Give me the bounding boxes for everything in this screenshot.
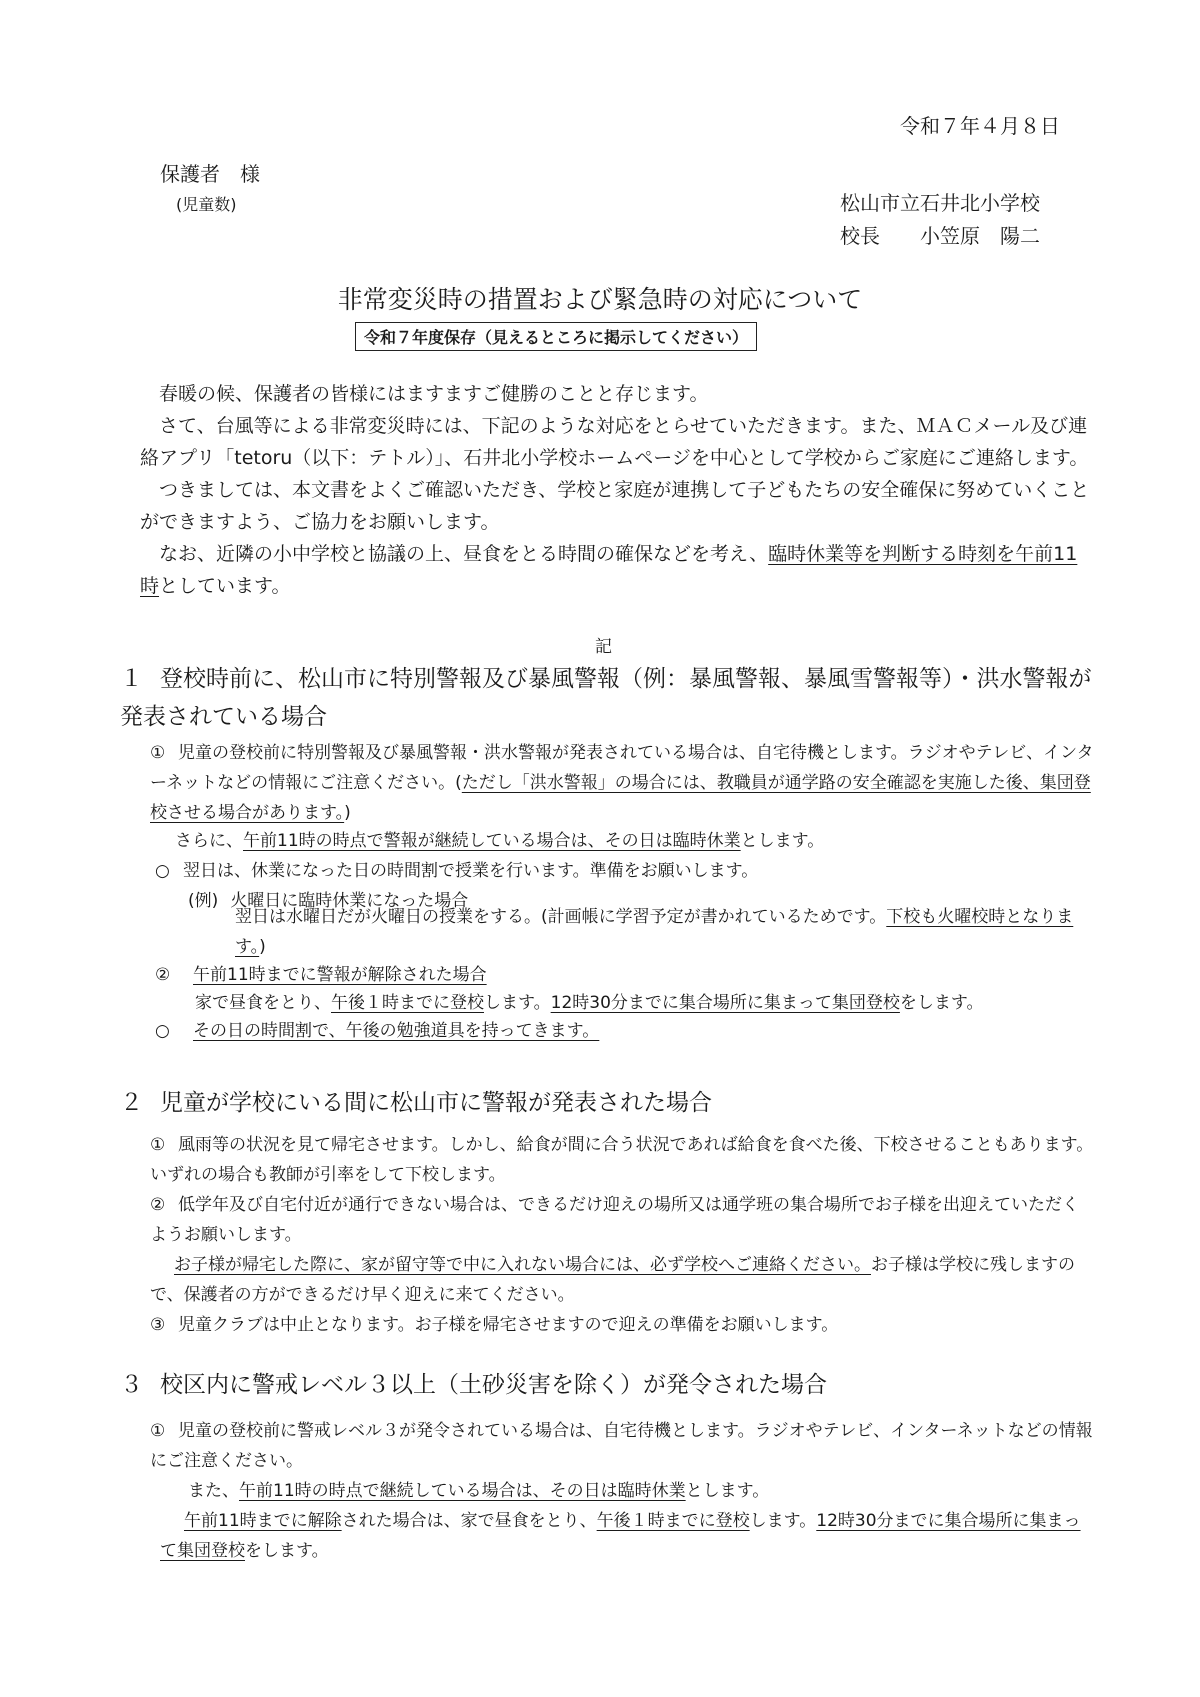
s1-item2-text: 午前11時までに警報が解除された場合 — [193, 965, 487, 985]
section-1-example-detail — [235, 902, 1093, 962]
intro-paragraph-3: つきましては、本文書をよくご確認いただき、学校と家庭が連携して子どもたちの安全確保に努めていくことができますよう、ご協力をお願いします。 — [140, 479, 1090, 533]
s2-item2-underline: お子様が帰宅した際に、家が留守等で中に入れない場合には、必ず学校へご連絡ください。 — [174, 1255, 871, 1275]
section-2-heading-text: 児童が学校にいる間に松山市に警報が発表された場合 — [160, 1090, 712, 1116]
intro — [140, 378, 1090, 602]
circle-marker: ○ — [155, 861, 170, 881]
s1-item1-text: 児童の登校前に特別警報及び暴風警報・洪水警報が発表されている場合は、自宅待機とします。ラジオやテレビ、インターネットなどの情報にご注意ください。( — [150, 743, 1094, 793]
s3-line3-ul1: 午前11時までに解除 — [184, 1511, 342, 1531]
section-3-heading — [120, 1366, 1100, 1404]
recipient-note: (児童数) — [176, 195, 237, 214]
s3-line2-pre: また、 — [188, 1481, 239, 1501]
s3-line3-c: をします。 — [245, 1541, 329, 1561]
s1-item2-detail-e: をします。 — [899, 993, 984, 1013]
item-marker: ② — [155, 965, 171, 985]
section-3-line-2 — [188, 1476, 769, 1506]
s2-item3-text: 児童クラブは中止となります。お子様を帰宅させますので迎えの準備をお願いします。 — [178, 1315, 839, 1335]
s3-line3-ul2: 午後１時までに登校 — [596, 1511, 750, 1531]
s1-d-post: とします。 — [740, 831, 825, 851]
s2-item1-text: 風雨等の状況を見て帰宅させます。しかし、給食が間に合う状況であれば給食を食べた後、下校させることもあります。いずれの場合も教師が引率をして下校します。 — [150, 1135, 1094, 1185]
section-1-heading-text: 登校時前に、松山市に特別警報及び暴風警報（例：暴風警報、暴風雪警報等）・洪水警報が発表されている場合 — [120, 666, 1092, 730]
s2-item2-post: お子様は学校に残しますので、保護者の方ができるだけ早く迎えに来てください。 — [150, 1255, 1075, 1305]
section-1-continuation — [175, 826, 824, 856]
intro-p4-underline: 臨時休業等を判断する時刻を午前11時 — [140, 543, 1078, 597]
section-2-item-3 — [150, 1310, 838, 1340]
s3-item1-text: 児童の登校前に警戒レベル３が発令されている場合は、自宅待機とします。ラジオやテレビ、インターネットなどの情報にご注意ください。 — [150, 1421, 1093, 1471]
section-1-number: １ — [120, 666, 143, 692]
item-marker: ③ — [150, 1315, 166, 1335]
s2-item2-text: 低学年及び自宅付近が通行できない場合は、できるだけ迎えの場所又は通学班の集合場所でお子様を出迎えていただくようお願いします。 — [150, 1195, 1079, 1245]
section-3-line-3 — [160, 1506, 1095, 1566]
example-text: 火曜日に臨時休業になった場合 — [230, 891, 469, 911]
section-2-heading — [120, 1084, 1100, 1122]
circle-marker: ○ — [155, 1021, 170, 1041]
intro-paragraph-2: さて、台風等による非常変災時には、下記のような対応をとらせていただきます。また、ＭＡＣメール及び連絡アプリ「tetoru（以下：テトル）」、石井北小学校ホームページを中心として学校からご家庭にご連絡します。 — [140, 415, 1089, 469]
school-name: 松山市立石井北小学校 — [840, 191, 1040, 215]
item-marker: ② — [150, 1195, 166, 1215]
recipient: 保護者 様 — [160, 162, 260, 186]
item-marker: ① — [150, 1421, 166, 1441]
document-date: 令和７年４月８日 — [900, 114, 1060, 138]
s1-item2-detail-d: 12時30分までに集合場所に集まって集団登校 — [550, 993, 900, 1013]
s3-line3-ul3: 12時30分までに集合場所に集まって集団登校 — [160, 1511, 1081, 1561]
s1-item1-close: ) — [344, 803, 351, 823]
document-title: 非常変災時の措置および緊急時の対応について — [337, 285, 863, 314]
section-2-item-2-note — [150, 1250, 1095, 1310]
item-marker: ① — [150, 743, 166, 763]
s3-line3-a: された場合は、家で昼食をとり、 — [341, 1511, 597, 1531]
intro-p4-pre: なお、近隣の小中学校と協議の上、昼食をとる時間の確保などを考え、 — [159, 543, 769, 565]
example-detail-text: 翌日は水曜日だが火曜日の授業をする。(計画帳に学習予定が書かれているためです。 — [235, 907, 887, 927]
s1-circle2-text: その日の時間割で、午後の勉強道具を持ってきます。 — [193, 1021, 600, 1041]
s1-item2-detail-c: します。 — [484, 993, 551, 1013]
section-3-number: ３ — [120, 1372, 143, 1398]
example-detail-close: ) — [259, 937, 266, 957]
item-marker: ① — [150, 1135, 166, 1155]
s1-d-underline: 午前11時の時点で警報が継続している場合は、その日は臨時休業 — [243, 831, 741, 851]
section-3-heading-text: 校区内に警戒レベル３以上（土砂災害を除く）が発令された場合 — [160, 1372, 827, 1398]
section-1-circle-1 — [155, 856, 758, 886]
section-2-item-1 — [150, 1130, 1095, 1190]
section-3-item-1 — [150, 1416, 1095, 1476]
ki-mark: 記 — [595, 637, 612, 657]
section-1-heading — [120, 660, 1100, 736]
s1-circle1-text: 翌日は、休業になった日の時間割で授業を行います。準備をお願いします。 — [183, 861, 759, 881]
example-detail-underline: 下校も火曜校時となります。 — [235, 907, 1074, 957]
s3-line2-post: とします。 — [685, 1481, 770, 1501]
s1-item2-detail-b: 午後１時までに登校 — [331, 993, 484, 1013]
section-2-number: ２ — [120, 1090, 143, 1116]
section-1-item-2 — [155, 960, 487, 990]
section-1-circle-2 — [155, 1016, 599, 1046]
s3-line3-b: します。 — [749, 1511, 817, 1531]
section-2-item-2 — [150, 1190, 1095, 1250]
s1-item2-detail-a: 家で昼食をとり、 — [195, 993, 331, 1013]
section-1-item-1 — [150, 738, 1095, 828]
document-subtitle-box: 令和７年度保存（見えるところに掲示してください） — [355, 322, 757, 351]
example-label: (例) — [188, 891, 219, 911]
intro-p4-post: としています。 — [159, 575, 291, 597]
s1-d-pre: さらに、 — [175, 831, 243, 851]
intro-paragraph-4 — [140, 538, 1090, 602]
principal-name: 校長 小笠原 陽二 — [840, 224, 1040, 248]
section-1-item-2-detail — [195, 988, 984, 1018]
s1-item1-underline: ただし「洪水警報」の場合には、教職員が通学路の安全確認を実施した後、集団登校させる場合があります。 — [150, 773, 1091, 823]
intro-paragraph-1: 春暖の候、保護者の皆様にはますますご健勝のことと存じます。 — [159, 383, 709, 405]
s3-line2-underline: 午前11時の時点で継続している場合は、その日は臨時休業 — [239, 1481, 686, 1501]
